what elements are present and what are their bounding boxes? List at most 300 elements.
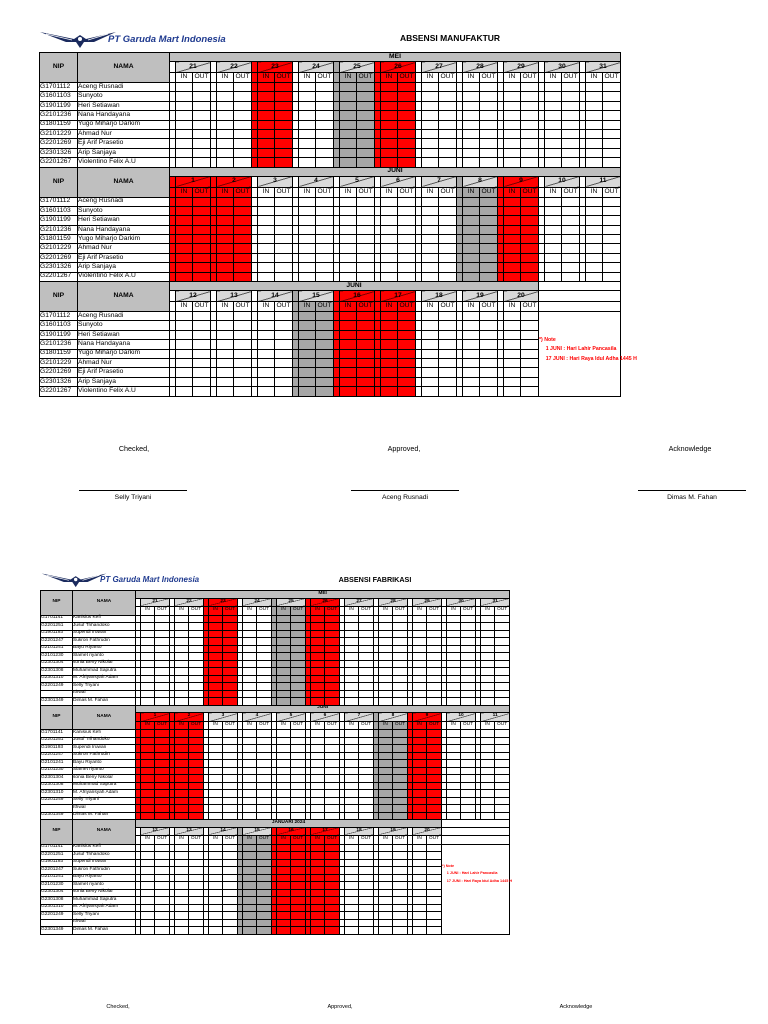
out-cell[interactable]	[234, 377, 252, 386]
in-cell[interactable]	[311, 797, 325, 805]
in-cell[interactable]	[311, 844, 325, 852]
in-cell[interactable]	[217, 111, 234, 120]
out-cell[interactable]	[257, 690, 272, 698]
out-cell[interactable]	[461, 797, 476, 805]
in-cell[interactable]	[258, 148, 275, 157]
out-cell[interactable]	[480, 216, 498, 225]
in-cell[interactable]	[175, 730, 189, 738]
out-cell[interactable]	[223, 775, 238, 783]
out-cell[interactable]	[189, 812, 204, 820]
out-cell[interactable]	[562, 197, 580, 206]
in-cell[interactable]	[243, 775, 257, 783]
in-cell[interactable]	[413, 775, 427, 783]
out-cell[interactable]	[223, 852, 238, 860]
in-cell[interactable]	[175, 775, 189, 783]
out-cell[interactable]	[439, 349, 457, 358]
out-cell[interactable]	[275, 312, 293, 321]
in-cell[interactable]	[545, 235, 562, 244]
in-cell[interactable]	[504, 92, 521, 101]
out-cell[interactable]	[316, 349, 334, 358]
out-cell[interactable]	[439, 377, 457, 386]
out-cell[interactable]	[357, 120, 375, 129]
out-cell[interactable]	[234, 206, 252, 215]
out-cell[interactable]	[291, 690, 306, 698]
in-cell[interactable]	[176, 225, 193, 234]
out-cell[interactable]	[521, 158, 539, 167]
out-cell[interactable]	[325, 745, 340, 753]
in-cell[interactable]	[175, 790, 189, 798]
in-cell[interactable]	[311, 767, 325, 775]
out-cell[interactable]	[291, 919, 306, 927]
in-cell[interactable]	[175, 675, 189, 683]
out-cell[interactable]	[461, 805, 476, 813]
out-cell[interactable]	[291, 904, 306, 912]
out-cell[interactable]	[223, 645, 238, 653]
in-cell[interactable]	[258, 377, 275, 386]
out-cell[interactable]	[357, 235, 375, 244]
out-cell[interactable]	[427, 912, 442, 920]
in-cell[interactable]	[311, 874, 325, 882]
in-cell[interactable]	[277, 797, 291, 805]
out-cell[interactable]	[393, 645, 408, 653]
out-cell[interactable]	[234, 244, 252, 253]
in-cell[interactable]	[141, 867, 155, 875]
out-cell[interactable]	[521, 148, 539, 157]
out-cell[interactable]	[189, 782, 204, 790]
in-cell[interactable]	[586, 148, 603, 157]
out-cell[interactable]	[603, 263, 621, 272]
out-cell[interactable]	[234, 263, 252, 272]
out-cell[interactable]	[155, 874, 170, 882]
out-cell[interactable]	[521, 368, 539, 377]
out-cell[interactable]	[325, 767, 340, 775]
out-cell[interactable]	[461, 752, 476, 760]
out-cell[interactable]	[562, 148, 580, 157]
out-cell[interactable]	[325, 760, 340, 768]
in-cell[interactable]	[176, 272, 193, 281]
in-cell[interactable]	[422, 330, 439, 339]
out-cell[interactable]	[480, 387, 498, 396]
out-cell[interactable]	[325, 790, 340, 798]
in-cell[interactable]	[504, 358, 521, 367]
in-cell[interactable]	[381, 387, 398, 396]
out-cell[interactable]	[480, 120, 498, 129]
out-cell[interactable]	[359, 623, 374, 631]
in-cell[interactable]	[447, 752, 461, 760]
in-cell[interactable]	[463, 368, 480, 377]
out-cell[interactable]	[521, 83, 539, 92]
in-cell[interactable]	[217, 148, 234, 157]
out-cell[interactable]	[316, 111, 334, 120]
in-cell[interactable]	[447, 745, 461, 753]
out-cell[interactable]	[398, 206, 416, 215]
in-cell[interactable]	[586, 92, 603, 101]
in-cell[interactable]	[258, 197, 275, 206]
out-cell[interactable]	[234, 253, 252, 262]
in-cell[interactable]	[277, 874, 291, 882]
out-cell[interactable]	[291, 752, 306, 760]
in-cell[interactable]	[277, 805, 291, 813]
out-cell[interactable]	[325, 630, 340, 638]
out-cell[interactable]	[357, 312, 375, 321]
out-cell[interactable]	[234, 235, 252, 244]
out-cell[interactable]	[316, 216, 334, 225]
in-cell[interactable]	[381, 349, 398, 358]
in-cell[interactable]	[299, 148, 316, 157]
out-cell[interactable]	[257, 668, 272, 676]
out-cell[interactable]	[234, 158, 252, 167]
out-cell[interactable]	[193, 330, 211, 339]
out-cell[interactable]	[234, 139, 252, 148]
in-cell[interactable]	[141, 859, 155, 867]
out-cell[interactable]	[461, 653, 476, 661]
out-cell[interactable]	[325, 782, 340, 790]
out-cell[interactable]	[393, 897, 408, 905]
in-cell[interactable]	[243, 797, 257, 805]
out-cell[interactable]	[427, 730, 442, 738]
in-cell[interactable]	[545, 111, 562, 120]
out-cell[interactable]	[439, 253, 457, 262]
in-cell[interactable]	[413, 737, 427, 745]
out-cell[interactable]	[495, 660, 510, 668]
in-cell[interactable]	[299, 206, 316, 215]
out-cell[interactable]	[275, 216, 293, 225]
in-cell[interactable]	[141, 675, 155, 683]
in-cell[interactable]	[176, 263, 193, 272]
in-cell[interactable]	[209, 927, 223, 935]
out-cell[interactable]	[223, 683, 238, 691]
in-cell[interactable]	[340, 101, 357, 110]
in-cell[interactable]	[379, 797, 393, 805]
out-cell[interactable]	[189, 927, 204, 935]
out-cell[interactable]	[275, 235, 293, 244]
in-cell[interactable]	[345, 623, 359, 631]
in-cell[interactable]	[413, 844, 427, 852]
in-cell[interactable]	[175, 797, 189, 805]
in-cell[interactable]	[463, 111, 480, 120]
in-cell[interactable]	[345, 919, 359, 927]
out-cell[interactable]	[359, 675, 374, 683]
out-cell[interactable]	[193, 111, 211, 120]
out-cell[interactable]	[603, 206, 621, 215]
out-cell[interactable]	[393, 919, 408, 927]
in-cell[interactable]	[447, 782, 461, 790]
out-cell[interactable]	[393, 698, 408, 706]
in-cell[interactable]	[141, 760, 155, 768]
in-cell[interactable]	[176, 129, 193, 138]
out-cell[interactable]	[275, 120, 293, 129]
out-cell[interactable]	[480, 358, 498, 367]
out-cell[interactable]	[193, 158, 211, 167]
out-cell[interactable]	[257, 867, 272, 875]
out-cell[interactable]	[234, 321, 252, 330]
out-cell[interactable]	[357, 349, 375, 358]
out-cell[interactable]	[193, 253, 211, 262]
out-cell[interactable]	[562, 158, 580, 167]
in-cell[interactable]	[586, 83, 603, 92]
in-cell[interactable]	[381, 330, 398, 339]
out-cell[interactable]	[359, 904, 374, 912]
out-cell[interactable]	[495, 690, 510, 698]
out-cell[interactable]	[275, 321, 293, 330]
in-cell[interactable]	[258, 120, 275, 129]
in-cell[interactable]	[299, 111, 316, 120]
out-cell[interactable]	[257, 812, 272, 820]
out-cell[interactable]	[461, 782, 476, 790]
in-cell[interactable]	[243, 767, 257, 775]
out-cell[interactable]	[359, 775, 374, 783]
in-cell[interactable]	[209, 904, 223, 912]
in-cell[interactable]	[379, 760, 393, 768]
out-cell[interactable]	[257, 752, 272, 760]
in-cell[interactable]	[141, 812, 155, 820]
in-cell[interactable]	[413, 760, 427, 768]
out-cell[interactable]	[291, 805, 306, 813]
in-cell[interactable]	[422, 340, 439, 349]
in-cell[interactable]	[504, 148, 521, 157]
out-cell[interactable]	[427, 698, 442, 706]
in-cell[interactable]	[340, 263, 357, 272]
out-cell[interactable]	[461, 730, 476, 738]
out-cell[interactable]	[223, 730, 238, 738]
in-cell[interactable]	[381, 92, 398, 101]
out-cell[interactable]	[398, 272, 416, 281]
in-cell[interactable]	[379, 844, 393, 852]
out-cell[interactable]	[393, 775, 408, 783]
out-cell[interactable]	[480, 263, 498, 272]
in-cell[interactable]	[243, 882, 257, 890]
out-cell[interactable]	[359, 782, 374, 790]
out-cell[interactable]	[562, 216, 580, 225]
in-cell[interactable]	[463, 158, 480, 167]
out-cell[interactable]	[155, 927, 170, 935]
in-cell[interactable]	[209, 889, 223, 897]
in-cell[interactable]	[545, 272, 562, 281]
in-cell[interactable]	[381, 263, 398, 272]
in-cell[interactable]	[258, 253, 275, 262]
in-cell[interactable]	[299, 349, 316, 358]
in-cell[interactable]	[379, 660, 393, 668]
in-cell[interactable]	[379, 745, 393, 753]
in-cell[interactable]	[545, 148, 562, 157]
in-cell[interactable]	[504, 158, 521, 167]
in-cell[interactable]	[586, 197, 603, 206]
out-cell[interactable]	[291, 882, 306, 890]
in-cell[interactable]	[311, 660, 325, 668]
in-cell[interactable]	[175, 889, 189, 897]
in-cell[interactable]	[463, 387, 480, 396]
out-cell[interactable]	[223, 760, 238, 768]
out-cell[interactable]	[603, 235, 621, 244]
in-cell[interactable]	[481, 775, 495, 783]
in-cell[interactable]	[422, 92, 439, 101]
out-cell[interactable]	[480, 340, 498, 349]
out-cell[interactable]	[427, 882, 442, 890]
out-cell[interactable]	[495, 797, 510, 805]
out-cell[interactable]	[427, 874, 442, 882]
out-cell[interactable]	[223, 904, 238, 912]
in-cell[interactable]	[243, 889, 257, 897]
in-cell[interactable]	[243, 737, 257, 745]
out-cell[interactable]	[521, 253, 539, 262]
in-cell[interactable]	[175, 882, 189, 890]
in-cell[interactable]	[299, 330, 316, 339]
in-cell[interactable]	[299, 387, 316, 396]
out-cell[interactable]	[189, 805, 204, 813]
out-cell[interactable]	[427, 775, 442, 783]
in-cell[interactable]	[217, 358, 234, 367]
out-cell[interactable]	[275, 253, 293, 262]
out-cell[interactable]	[427, 623, 442, 631]
in-cell[interactable]	[175, 745, 189, 753]
out-cell[interactable]	[223, 660, 238, 668]
out-cell[interactable]	[189, 767, 204, 775]
in-cell[interactable]	[345, 760, 359, 768]
in-cell[interactable]	[422, 272, 439, 281]
in-cell[interactable]	[141, 752, 155, 760]
out-cell[interactable]	[393, 867, 408, 875]
in-cell[interactable]	[209, 760, 223, 768]
out-cell[interactable]	[193, 92, 211, 101]
out-cell[interactable]	[521, 92, 539, 101]
in-cell[interactable]	[381, 197, 398, 206]
out-cell[interactable]	[316, 244, 334, 253]
in-cell[interactable]	[141, 683, 155, 691]
out-cell[interactable]	[316, 263, 334, 272]
in-cell[interactable]	[311, 698, 325, 706]
in-cell[interactable]	[175, 737, 189, 745]
out-cell[interactable]	[427, 675, 442, 683]
out-cell[interactable]	[234, 387, 252, 396]
out-cell[interactable]	[393, 767, 408, 775]
out-cell[interactable]	[398, 330, 416, 339]
in-cell[interactable]	[141, 897, 155, 905]
in-cell[interactable]	[379, 775, 393, 783]
out-cell[interactable]	[155, 760, 170, 768]
in-cell[interactable]	[545, 101, 562, 110]
out-cell[interactable]	[155, 904, 170, 912]
out-cell[interactable]	[257, 638, 272, 646]
out-cell[interactable]	[257, 790, 272, 798]
out-cell[interactable]	[316, 83, 334, 92]
in-cell[interactable]	[345, 675, 359, 683]
out-cell[interactable]	[439, 111, 457, 120]
in-cell[interactable]	[299, 92, 316, 101]
in-cell[interactable]	[463, 139, 480, 148]
out-cell[interactable]	[427, 927, 442, 935]
in-cell[interactable]	[379, 737, 393, 745]
out-cell[interactable]	[223, 919, 238, 927]
in-cell[interactable]	[345, 690, 359, 698]
in-cell[interactable]	[413, 690, 427, 698]
out-cell[interactable]	[316, 235, 334, 244]
in-cell[interactable]	[209, 623, 223, 631]
out-cell[interactable]	[275, 148, 293, 157]
in-cell[interactable]	[504, 263, 521, 272]
in-cell[interactable]	[447, 623, 461, 631]
in-cell[interactable]	[379, 790, 393, 798]
out-cell[interactable]	[393, 912, 408, 920]
out-cell[interactable]	[357, 111, 375, 120]
in-cell[interactable]	[277, 904, 291, 912]
out-cell[interactable]	[325, 660, 340, 668]
in-cell[interactable]	[243, 653, 257, 661]
in-cell[interactable]	[141, 690, 155, 698]
in-cell[interactable]	[413, 645, 427, 653]
in-cell[interactable]	[381, 225, 398, 234]
out-cell[interactable]	[223, 752, 238, 760]
out-cell[interactable]	[398, 111, 416, 120]
in-cell[interactable]	[217, 120, 234, 129]
in-cell[interactable]	[340, 158, 357, 167]
out-cell[interactable]	[521, 206, 539, 215]
in-cell[interactable]	[175, 812, 189, 820]
in-cell[interactable]	[345, 790, 359, 798]
in-cell[interactable]	[209, 797, 223, 805]
in-cell[interactable]	[141, 660, 155, 668]
out-cell[interactable]	[357, 368, 375, 377]
in-cell[interactable]	[243, 844, 257, 852]
in-cell[interactable]	[422, 129, 439, 138]
in-cell[interactable]	[176, 83, 193, 92]
out-cell[interactable]	[189, 623, 204, 631]
in-cell[interactable]	[422, 111, 439, 120]
in-cell[interactable]	[379, 630, 393, 638]
in-cell[interactable]	[277, 782, 291, 790]
in-cell[interactable]	[345, 730, 359, 738]
out-cell[interactable]	[480, 272, 498, 281]
out-cell[interactable]	[398, 129, 416, 138]
in-cell[interactable]	[277, 737, 291, 745]
in-cell[interactable]	[277, 623, 291, 631]
in-cell[interactable]	[447, 730, 461, 738]
out-cell[interactable]	[495, 745, 510, 753]
out-cell[interactable]	[393, 797, 408, 805]
out-cell[interactable]	[275, 129, 293, 138]
out-cell[interactable]	[398, 368, 416, 377]
out-cell[interactable]	[223, 889, 238, 897]
in-cell[interactable]	[413, 852, 427, 860]
in-cell[interactable]	[175, 859, 189, 867]
out-cell[interactable]	[155, 645, 170, 653]
in-cell[interactable]	[422, 158, 439, 167]
in-cell[interactable]	[299, 235, 316, 244]
in-cell[interactable]	[345, 683, 359, 691]
in-cell[interactable]	[243, 760, 257, 768]
in-cell[interactable]	[175, 904, 189, 912]
in-cell[interactable]	[311, 859, 325, 867]
out-cell[interactable]	[291, 812, 306, 820]
out-cell[interactable]	[193, 263, 211, 272]
out-cell[interactable]	[521, 197, 539, 206]
out-cell[interactable]	[359, 630, 374, 638]
in-cell[interactable]	[311, 623, 325, 631]
in-cell[interactable]	[413, 698, 427, 706]
out-cell[interactable]	[234, 225, 252, 234]
in-cell[interactable]	[141, 745, 155, 753]
in-cell[interactable]	[176, 253, 193, 262]
in-cell[interactable]	[175, 874, 189, 882]
out-cell[interactable]	[461, 775, 476, 783]
out-cell[interactable]	[393, 690, 408, 698]
in-cell[interactable]	[463, 312, 480, 321]
out-cell[interactable]	[316, 321, 334, 330]
in-cell[interactable]	[345, 867, 359, 875]
out-cell[interactable]	[155, 630, 170, 638]
out-cell[interactable]	[359, 897, 374, 905]
out-cell[interactable]	[461, 698, 476, 706]
in-cell[interactable]	[209, 912, 223, 920]
